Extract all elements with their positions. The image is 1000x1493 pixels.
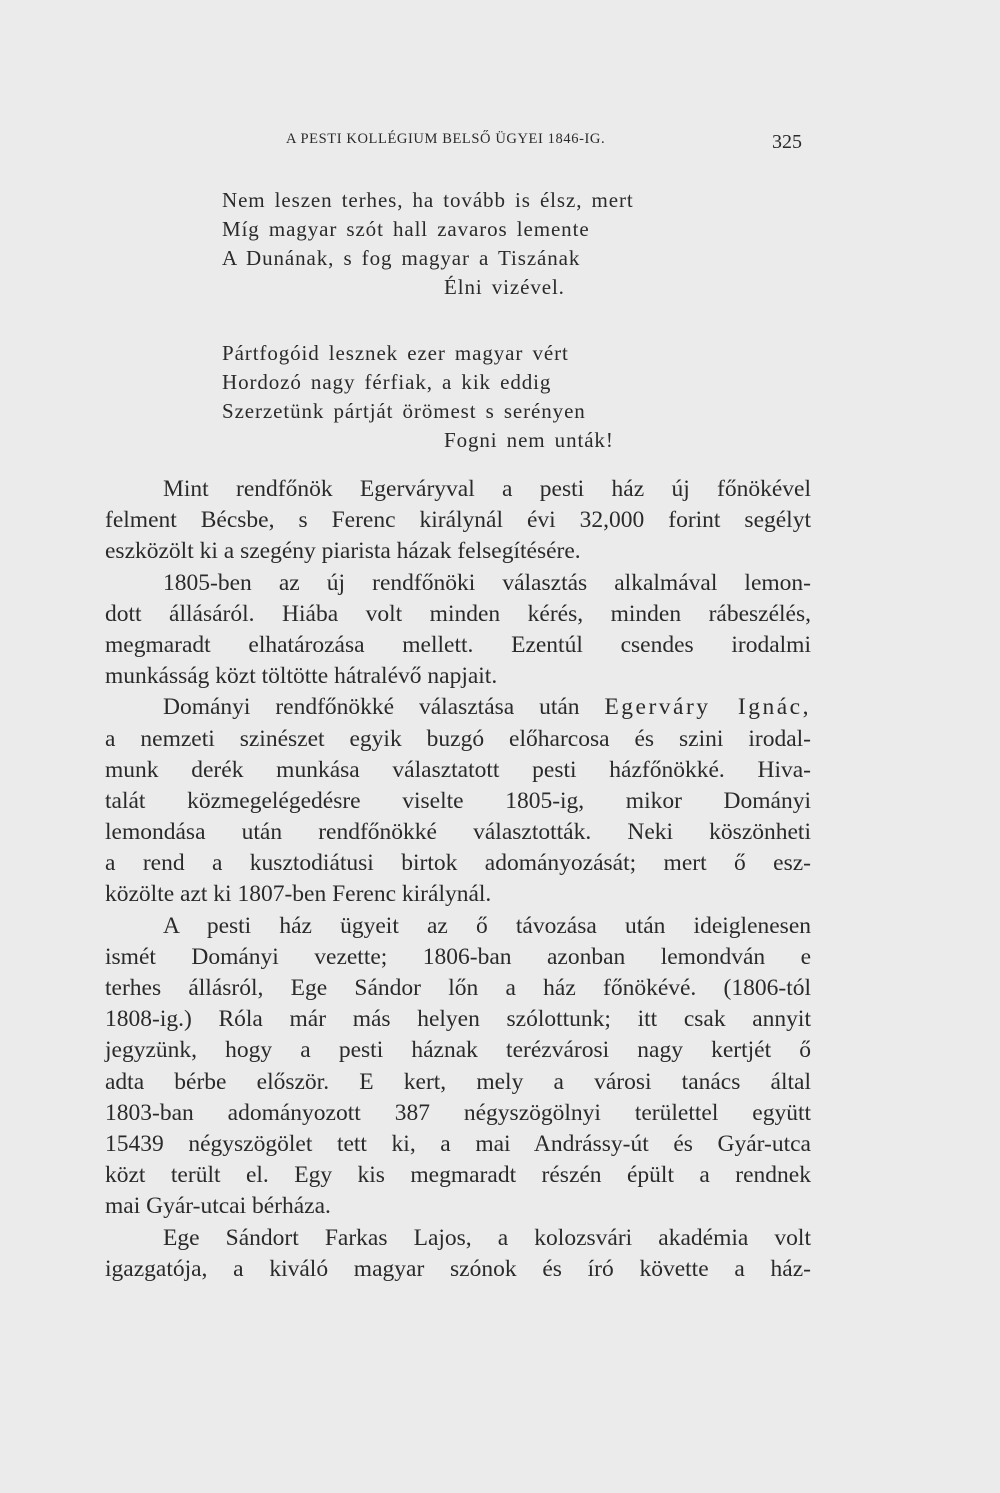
poem-line: A Dunának, s fog magyar a Tiszának <box>222 246 581 270</box>
text-line: igazgatója, a kiváló magyar szónok és író követte a ház- <box>105 1255 811 1282</box>
text-line: felment Bécsbe, s Ferenc királynál évi 32,000 forint segélyt <box>105 507 811 534</box>
poem-line: Szerzetünk pártját örömest s serényen <box>222 399 586 423</box>
text-line: A pesti ház ügyeit az ő távozása után ideiglenesen <box>163 912 811 939</box>
running-head: A PESTI KOLLÉGIUM BELSŐ ÜGYEI 1846-IG. <box>286 131 606 147</box>
poem-stanza <box>222 186 634 302</box>
text-line: 1808-ig.) Róla már más helyen szólottunk; itt csak annyit <box>105 1006 811 1033</box>
text-line: megmaradt elhatározása mellett. Ezentúl csendes irodalmi <box>105 631 811 658</box>
poem-line: Pártfogóid lesznek ezer magyar vért <box>222 341 569 365</box>
text-line: adta bérbe először. E kert, mely a városi tanács által <box>105 1068 811 1095</box>
text-line <box>105 692 811 723</box>
poem <box>222 186 634 455</box>
poem-line: Nem leszen terhes, ha tovább is élsz, mert <box>222 188 634 212</box>
text-line: 15439 négyszögölet tett ki, a mai Andrássy-út és Gyár-utca <box>105 1130 811 1157</box>
text-line: eszközölt ki a szegény piarista házak felsegítésére. <box>105 538 581 565</box>
text-line: munk derék munkása választatott pesti házfőnökké. Hiva- <box>105 756 811 783</box>
text-line: Ege Sándort Farkas Lajos, a kolozsvári akadémia volt <box>163 1224 811 1251</box>
poem-line: Fogni nem unták! <box>444 428 614 452</box>
poem-line: Hordozó nagy férfiak, a kik eddig <box>222 370 552 394</box>
body-text <box>105 474 811 1285</box>
text-line: jegyzünk, hogy a pesti háznak terézvárosi nagy kertjét ő <box>105 1037 811 1064</box>
poem-line: Élni vizével. <box>444 275 565 299</box>
page-number: 325 <box>772 131 802 153</box>
text-line: a nemzeti szinészet egyik buzgó előharcosa és szini irodal- <box>105 725 811 752</box>
text-line: közt terült el. Egy kis megmaradt részén épült a rendnek <box>105 1162 811 1189</box>
text-line: ismét Dományi vezette; 1806-ban azonban lemondván e <box>105 943 811 970</box>
spaced-name: Egerváry Ignác, <box>604 694 811 721</box>
text-line: dott állásáról. Hiába volt minden kérés, minden rábeszélés, <box>105 600 811 627</box>
text-line: lemondása után rendfőnökké választották. Neki köszönheti <box>105 819 811 846</box>
text-line: mai Gyár-utcai bérháza. <box>105 1193 331 1220</box>
text-line: 1805-ben az új rendfőnöki választás alkalmával lemon- <box>163 569 811 596</box>
text-line: Mint rendfőnök Egerváryval a pesti ház új főnökével <box>163 476 811 502</box>
text-line: talát közmegelégedésre viselte 1805-ig, mikor Dományi <box>105 787 811 814</box>
text-line: terhes állásról, Ege Sándor lőn a ház főnökévé. (1806-tól <box>105 975 811 1001</box>
poem-stanza <box>222 339 634 455</box>
text-segment: Dományi rendfőnökké választása után <box>163 694 580 721</box>
text-line: közölte azt ki 1807-ben Ferenc királynál. <box>105 881 492 908</box>
poem-line: Míg magyar szót hall zavaros lemente <box>222 217 590 241</box>
text-line: a rend a kusztodiátusi birtok adományozását; mert ő esz- <box>105 850 811 877</box>
text-line: munkásság közt töltötte hátralévő napjait. <box>105 663 498 690</box>
text-line: 1803-ban adományozott 387 négyszögölnyi területtel együtt <box>105 1099 811 1126</box>
